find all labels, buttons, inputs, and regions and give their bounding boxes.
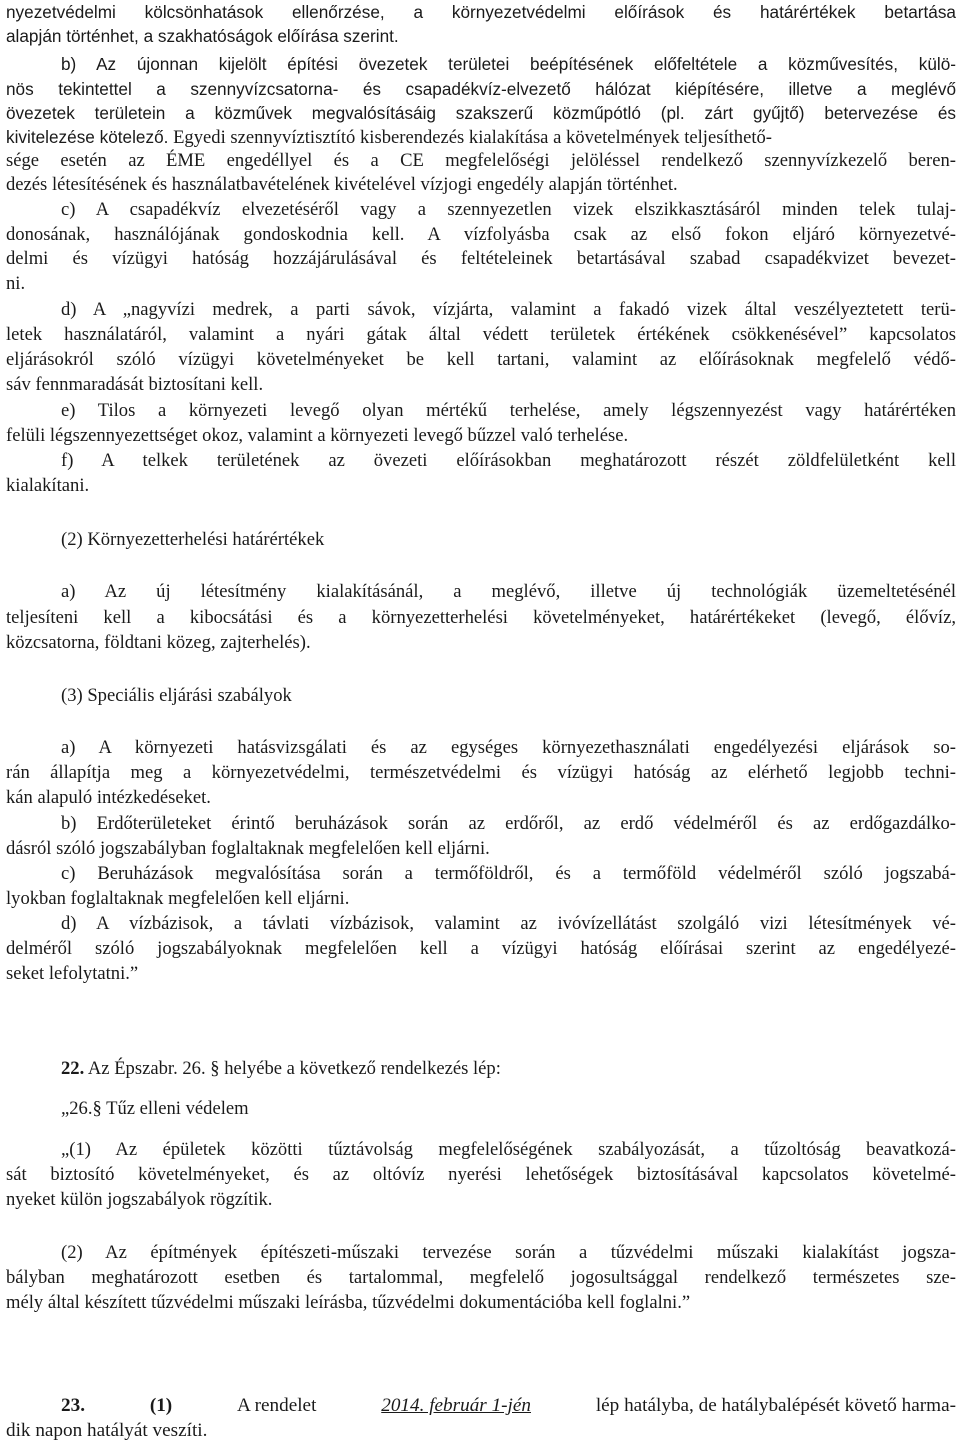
text-line	[61, 1394, 956, 1418]
text-line: a) Az új létesítmény kialakításánál, a meglévő, illetve új technológiák üzemeltetésénél	[61, 581, 956, 602]
effective-date: 2014. február 1-jén	[381, 1395, 531, 1416]
text-line: donosának, használójának gondoskodnia kell. A vízfolyásba csak az első fokon eljáró környezetvé-	[6, 224, 956, 245]
text-line: alapján történhet, a szakhatóságok előírása szerint.	[6, 26, 399, 46]
text-line: nyezetvédelmi kölcsönhatások ellenőrzése, a környezetvédelmi előírások és határértékek betartása	[6, 2, 956, 22]
text-line: rán állapítja meg a környezetvédelmi, természetvédelmi és vízügyi hatóság az elérhető legjobb techni-	[6, 762, 956, 783]
text-line: közcsatorna, földtani közeg, zajterhelés).	[6, 632, 311, 653]
text-line: seket lefolytatni.”	[6, 963, 139, 984]
text-line: sége esetén az ÉME engedéllyel és a CE megfelelőségi jelöléssel rendelkező szennyvízkezelő beren-	[6, 150, 956, 171]
text-fragment: kivitelezése kötelező.	[6, 127, 169, 147]
paragraph-number: (1)	[149, 1395, 173, 1416]
text-line: c) Beruházások megvalósítása során a termőföldről, és a termőföld védelméről szóló jogszabá-	[61, 863, 956, 884]
text-line: eljárásokról szóló vízügyi követelményeket be kell tartani, valamint az előírásoknak megfelelő védő-	[6, 349, 956, 370]
section-heading: (2) Környezetterhelési határértékek	[61, 529, 325, 550]
text-line: delmi és vízügyi hatóság hozzájárulásával és feltételeinek betartásával szabad csapadékvizet bevezet-	[6, 248, 956, 269]
text-line	[61, 1057, 956, 1081]
text-line: letek használatáról, valamint a nyári gátak által védett területek értékének csökkenésével” kapcsolatos	[6, 324, 956, 345]
text-fragment: lép hatályba, de hatálybalépését követő harma-	[595, 1395, 956, 1416]
text-line: teljesíteni kell a kibocsátási és a környezetterhelési követelményeket, határértékeket (levegő, élővíz,	[6, 607, 956, 628]
text-line: (2) Az építmények építészeti-műszaki tervezése során a tűzvédelmi műszaki kialakítást jogsza-	[61, 1242, 956, 1263]
text-line: mély által készített tűzvédelmi műszaki leírásba, tűzvédelmi dokumentációba kell foglalni.”	[6, 1292, 691, 1313]
text-line: a) A környezeti hatásvizsgálati és az egységes környezethasználati engedélyezési eljárások so-	[61, 737, 956, 758]
text-fragment: Egyedi szennyvíztisztító kisberendezés kialakítása a követelmények teljesíthető-	[173, 127, 773, 148]
text-line: sát biztosító követelményeket, és az oltóvíz nyerési lehetőségek biztosításával kapcsolatos követelmé-	[6, 1164, 956, 1185]
text-line: nös tekintettel a szennyvízcsatorna- és csapadékvíz-elvezető hálózat kiépítésére, illetve a meglévő	[6, 79, 956, 99]
text-line: ni.	[6, 273, 26, 294]
text-line: felüli légszennyezettséget okoz, valamint a környezeti levegő bűzzel való terhelése.	[6, 425, 629, 446]
text-fragment: A rendelet	[237, 1395, 317, 1416]
text-line: övezetek területein a közművek megvalósításáig szakszerű közműpótló (pl. zárt gyűjtő) betervezése és	[6, 103, 956, 123]
text-line: b) Erdőterületeket érintő beruházások során az erdőről, az erdő védelméről és az erdőgazdálko-	[61, 813, 956, 834]
text-line: b) Az újonnan kijelölt építési övezetek területei beépítésének előfeltétele a közművesítés, külö-	[61, 54, 956, 74]
text-line: kán alapuló intézkedéseket.	[6, 787, 211, 808]
text-line: kialakítani.	[6, 475, 90, 496]
section-number: 23.	[61, 1395, 85, 1416]
text-line: dezés létesítésének és használatbavételének kivételével vízjogi engedély alapján történhet.	[6, 174, 678, 195]
section-heading: „26.§ Tűz elleni védelem	[61, 1098, 249, 1119]
text-fragment: Az Épszabr. 26. § helyébe a következő rendelkezés lép:	[87, 1058, 501, 1079]
text-line: d) A vízbázisok, a távlati vízbázisok, valamint az ivóvízellátást szolgáló vizi létesítmények vé-	[61, 913, 956, 934]
text-line: e) Tilos a környezeti levegő olyan mértékű terhelése, amely légszennyezést vagy határértéken	[61, 400, 956, 421]
text-line: bályban meghatározott esetben és tartalommal, megfelelő jogosultsággal rendelkező természetes sze-	[6, 1267, 956, 1288]
text-line: d) A „nagyvízi medrek, a parti sávok, vízjárta, valamint a fakadó vizek által veszélyeztetett terü-	[61, 299, 956, 320]
text-line: „(1) Az épületek közötti tűztávolság megfelelőségének szabályozását, a tűzoltóság beavatkozá-	[61, 1139, 956, 1160]
text-line	[6, 125, 772, 149]
text-line: sáv fennmaradását biztosítani kell.	[6, 374, 264, 395]
section-number: 22.	[61, 1058, 85, 1079]
text-line: delméről szóló jogszabályoknak megfelelően kell a vízügyi hatóság előírásai szerint az engedélyezé-	[6, 938, 956, 959]
text-line: c) A csapadékvíz elvezetéséről vagy a szennyezetlen vizek elszikkasztásáról minden telek tulaj-	[61, 199, 956, 220]
text-line: nyeket külön jogszabályok rögzítik.	[6, 1189, 273, 1210]
text-line: f) A telkek területének az övezeti előírásokban meghatározott részét zöldfelületként kell	[61, 450, 956, 471]
section-heading: (3) Speciális eljárási szabályok	[61, 685, 292, 706]
text-line: lyokban foglaltaknak megfelelően kell eljárni.	[6, 888, 350, 909]
text-line: dik napon hatályát veszíti.	[6, 1420, 208, 1441]
text-line: dásról szóló jogszabályban foglaltaknak megfelelően kell eljárni.	[6, 838, 490, 859]
